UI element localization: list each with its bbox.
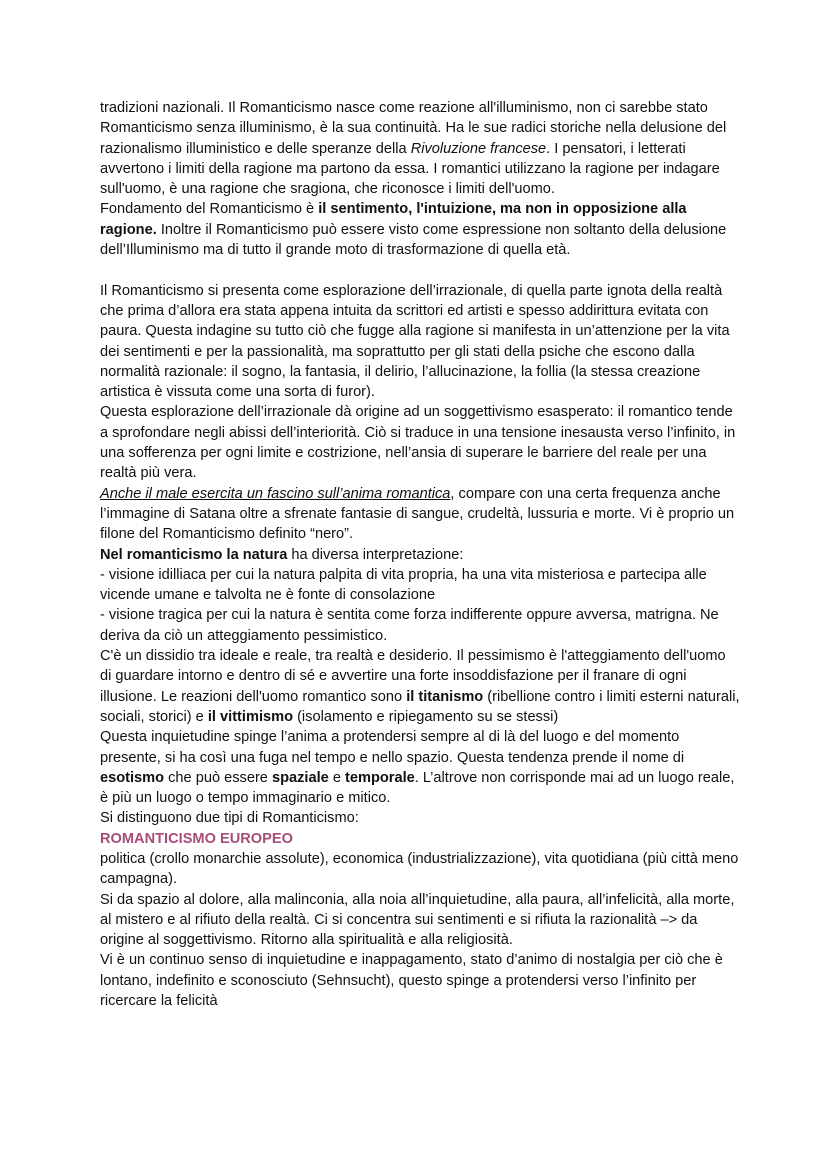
bold-term: spaziale	[271, 769, 329, 786]
paragraph-sehnsucht: Vi è un continuo senso di inquietudine e inappagamento, stato d’animo di nostalgia per ciò che è lontano, indefinito e sconosciuto (Sehnsucht), questo spinge a protendersi verso l’infinito per ricercare la felicità	[100, 952, 723, 1010]
bold-term: esotismo	[100, 769, 165, 786]
bold-term: temporale	[345, 769, 415, 786]
bold-phrase: Nel romanticismo la natura	[100, 546, 288, 563]
bold-term: il titanismo	[406, 688, 484, 705]
bold-phrase: il sentimento, l'intuizione, ma non in opposizione alla ragione.	[100, 201, 687, 238]
paragraph-evil: Anche il male esercita un fascino sull’anima romantica, compare con una certa frequenza anche l’immagine di Satana oltre a sfrenate fantasie di sangue, crudeltà, lussuria e morte. Vi è proprio un filone del Romanticismo definito “nero”.	[100, 485, 735, 543]
paragraph-exoticism: Questa inquietudine spinge l’anima a protendersi sempre al di là del luogo e del momento presente, si ha così una fuga nel tempo e nello spazio. Questa tendenza prende il nome di esotismo che può essere spaziale e temporale. L’altrove non corrisponde mai ad un luogo reale, è più un luogo o tempo immaginario e mitico.	[100, 729, 735, 807]
list-item-idyllic: - visione idilliaca per cui la natura palpita di vita propria, ha una vita misteriosa e partecipa alle vicende umane e talvolta ne è fonte di consolazione	[100, 566, 707, 604]
paragraph-nature: Nel romanticismo la natura ha diversa interpretazione:	[100, 546, 464, 563]
bold-term: il vittimismo	[207, 708, 294, 725]
list-item-tragic: - visione tragica per cui la natura è sentita come forza indifferente oppure avversa, matrigna. Ne deriva da ciò un atteggiamento pessimistico.	[100, 607, 719, 644]
paragraph-origins: tradizioni nazionali. Il Romanticismo nasce come reazione all'illuminismo, non ci sarebbe stato Romanticismo senza illuminismo, è la sua continuità. Ha le sue radici storiche nella delusione del razionalismo illuministico e delle speranze della Rivoluzione francese. I pensatori, i letterati avvertono i limiti della ragione ma partono da essa. I romantici utilizzano la ragione per indagare sull'uomo, è una ragione che sragiona, che riconosce i limiti dell'uomo.	[100, 100, 727, 198]
italic-term: Rivoluzione francese	[410, 140, 547, 157]
paragraph-subjectivism: Questa esplorazione dell’irrazionale dà origine ad un soggettivismo esasperato: il romantico tende a sprofondare negli abissi dell’interiorità. Ciò si traduce in una tensione inesausta verso l’infinito, in una sofferenza per ogni limite e costrizione, nell’ansia di superare le barriere del reale per una realtà più vera.	[100, 404, 736, 482]
paragraph-irrational: Il Romanticismo si presenta come esplorazione dell’irrazionale, di quella parte ignota della realtà che prima d’allora era stata appena intuita da scrittori ed artisti e spesso addirittura evitata con paura. Questa indagine su tutto ciò che fugge alla ragione si manifesta in un’attenzione per la vita dei sentimenti e per la passionalità, ma soprattutto per gli stati della psiche che escono dalla normalità razionale: il sogno, la fantasia, il delirio, l’allucinazione, la follia (la stessa creazione artistica è vissuta come una sorta di furor).	[100, 282, 730, 401]
paragraph-types-intro: Si distinguono due tipi di Romanticismo:	[100, 810, 359, 827]
paragraph-spacer	[100, 260, 740, 280]
paragraph-context: politica (crollo monarchie assolute), economica (industrializzazione), vita quotidiana (più città meno campagna).	[100, 850, 739, 888]
underlined-phrase: Anche il male esercita un fascino sull’anima romantica	[100, 485, 451, 502]
section-heading: ROMANTICISMO EUROPEO	[100, 830, 293, 847]
paragraph-themes: Si da spazio al dolore, alla malinconia, alla noia all’inquietudine, alla paura, all’infelicità, alla morte, al mistero e al rifiuto della realtà. Ci si concentra sui sentimenti e si rifiuta la razionalità –> da origine al soggettivismo. Ritorno alla spiritualità e alla religiosità.	[100, 891, 735, 949]
paragraph-foundation: Fondamento del Romanticismo è il sentimento, l'intuizione, ma non in opposizione alla ragione. Inoltre il Romanticismo può essere visto come espressione non soltanto della delusione dell’Illuminismo ma di tutto il grande moto di trasformazione di quella età.	[100, 201, 727, 259]
document-page	[100, 98, 740, 1011]
paragraph-pessimism: C'è un dissidio tra ideale e reale, tra realtà e desiderio. Il pessimismo è l'atteggiamento dell'uomo di guardare intorno e dentro di sé e avvertire una forte insoddisfazione per il franare di ogni illusione. Le reazioni dell'uomo romantico sono il titanismo (ribellione contro i limiti esterni naturali, sociali, storici) e il vittimismo (isolamento e ripiegamento su se stessi)	[100, 648, 740, 725]
